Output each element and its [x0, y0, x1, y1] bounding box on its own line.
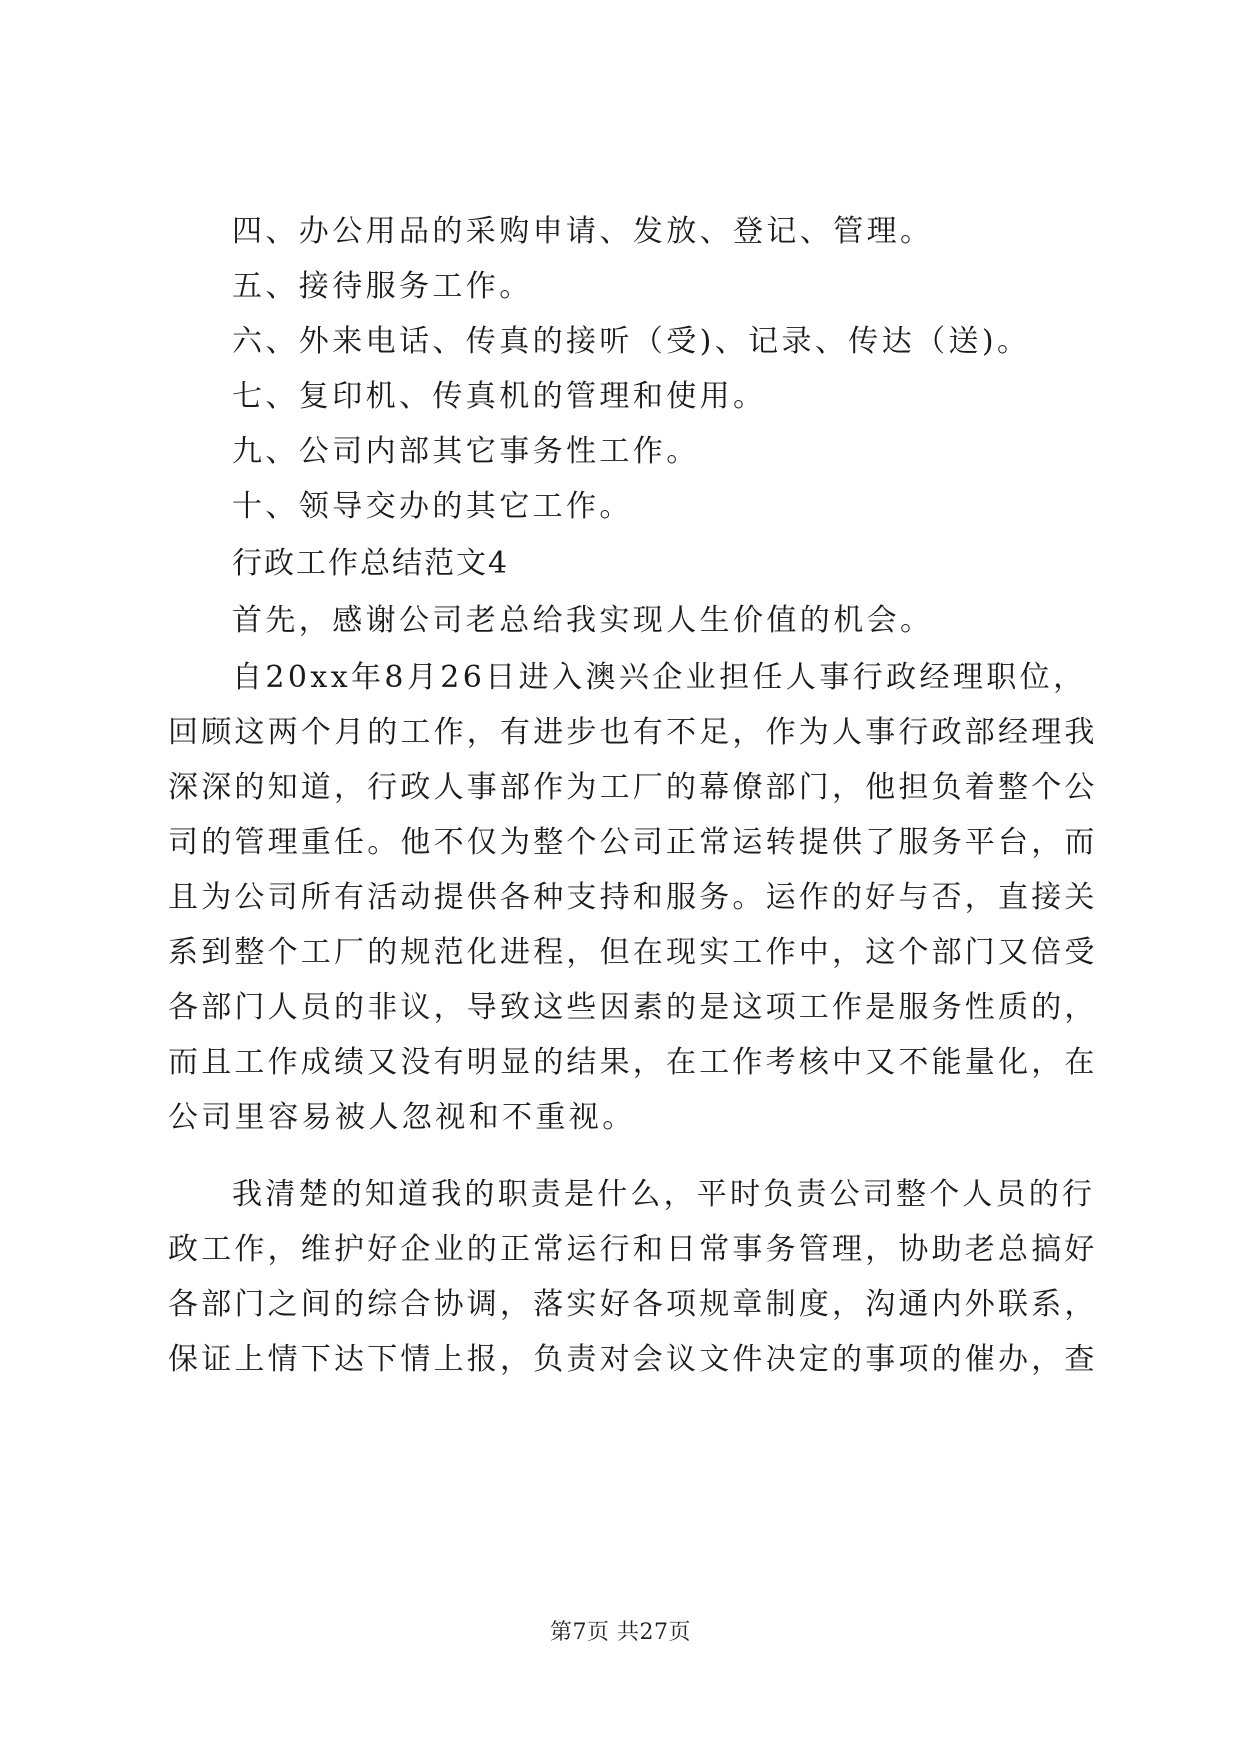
paragraph-line: 而且工作成绩又没有明显的结果，在工作考核中又不能量化，在 — [168, 1045, 1098, 1080]
paragraph-line: 自20xx年8月26日进入澳兴企业担任人事行政经理职位， — [232, 660, 1087, 695]
paragraph-line: 保证上情下达下情上报，负责对会议文件决定的事项的催办，查 — [168, 1342, 1098, 1377]
list-item: 十、领导交办的其它工作。 — [232, 489, 633, 524]
paragraph-line: 深深的知道，行政人事部作为工厂的幕僚部门，他担负着整个公 — [168, 770, 1098, 805]
paragraph-line: 司的管理重任。他不仅为整个公司正常运转提供了服务平台，而 — [168, 825, 1098, 860]
paragraph-line: 回顾这两个月的工作，有进步也有不足，作为人事行政部经理我 — [168, 715, 1098, 750]
page-number: 第7页 共27页 — [550, 1620, 691, 1645]
paragraph-line: 公司里容易被人忽视和不重视。 — [168, 1100, 636, 1135]
list-item: 九、公司内部其它事务性工作。 — [232, 434, 700, 469]
paragraph-line: 各部门之间的综合协调，落实好各项规章制度，沟通内外联系， — [168, 1287, 1098, 1322]
paragraph-line: 各部门人员的非议，导致这些因素的是这项工作是服务性质的， — [168, 990, 1098, 1025]
opening-sentence: 首先，感谢公司老总给我实现人生价值的机会。 — [232, 603, 934, 638]
paragraph-line: 系到整个工厂的规范化进程，但在现实工作中，这个部门又倍受 — [168, 935, 1098, 970]
paragraph-line: 且为公司所有活动提供各种支持和服务。运作的好与否，直接关 — [168, 880, 1098, 915]
list-item: 七、复印机、传真机的管理和使用。 — [232, 379, 767, 414]
paragraph-line: 政工作，维护好企业的正常运行和日常事务管理，协助老总搞好 — [168, 1232, 1098, 1267]
list-item: 五、接待服务工作。 — [232, 269, 533, 304]
section-title: 行政工作总结范文4 — [232, 546, 510, 581]
paragraph-line: 我清楚的知道我的职责是什么，平时负责公司整个人员的行 — [232, 1177, 1096, 1212]
list-item: 六、外来电话、传真的接听（受)、记录、传达（送)。 — [232, 324, 1031, 359]
list-item: 四、办公用品的采购申请、发放、登记、管理。 — [232, 214, 934, 249]
